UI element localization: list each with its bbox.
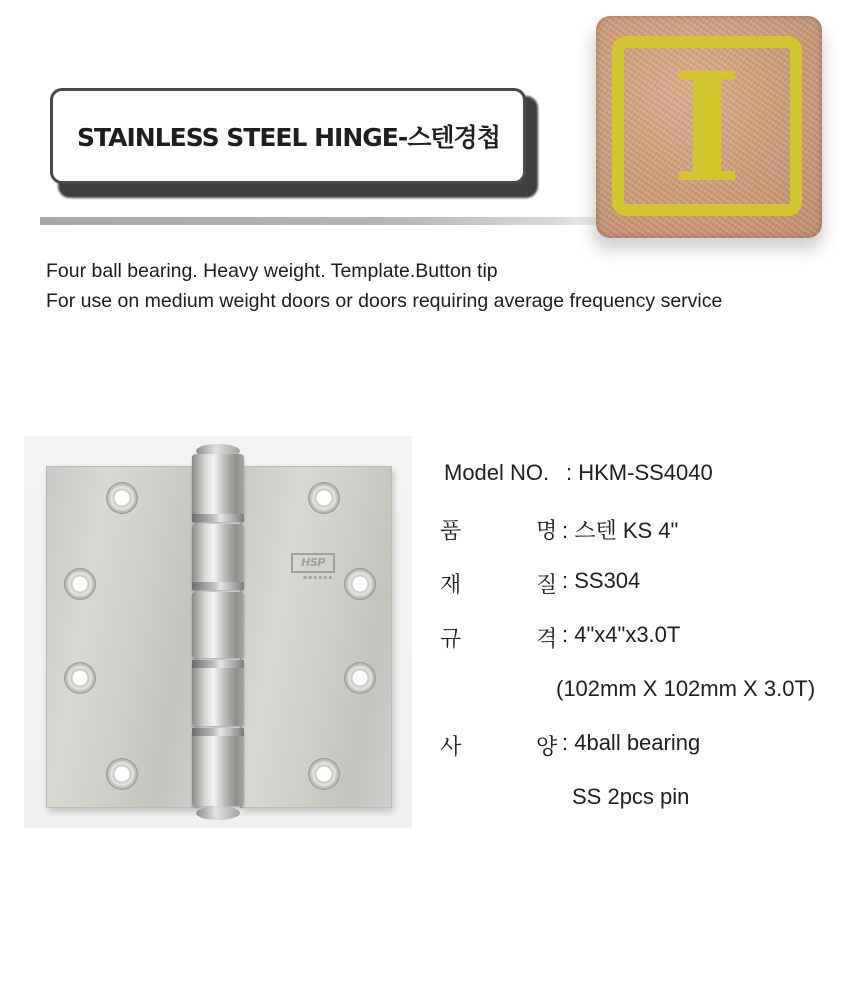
spec-name-label-1: 품: [440, 518, 462, 543]
knuckle-segment: [192, 728, 244, 806]
spec-material-label-1: 재: [440, 572, 462, 597]
title-divider: [40, 217, 640, 225]
spec-size-mm: (102mm X 102mm X 3.0T): [556, 676, 816, 701]
brand-logo: [596, 16, 822, 238]
pin-cap-bottom: [196, 806, 240, 820]
knuckle-segment: [192, 660, 244, 726]
description-line-2: For use on medium weight doors or doors requiring average frequency service: [46, 290, 723, 312]
knuckle-segment: [192, 454, 244, 522]
spec-spec-value-2: SS 2pcs pin: [572, 784, 690, 809]
product-description: [46, 256, 722, 316]
stamp-subtext: ▪▪▪▪▪▪: [303, 574, 334, 581]
ball-bearing: [192, 728, 244, 736]
page-title: STAINLESS STEEL HINGE-스텐경첩: [77, 123, 500, 152]
screw-hole: [309, 759, 339, 789]
spec-model-value: : HKM-SS4040: [566, 460, 713, 485]
screw-hole: [107, 759, 137, 789]
spec-spec-label-2: 양: [536, 734, 558, 759]
ball-bearing: [192, 582, 244, 590]
spec-model-label: Model NO.: [444, 460, 550, 485]
screw-hole: [65, 569, 95, 599]
spec-material-label-2: 질: [536, 572, 558, 597]
screw-hole: [309, 483, 339, 513]
logo-frame: [612, 36, 802, 216]
product-photo: [24, 436, 412, 828]
spec-size-value: : 4"x4"x3.0T: [562, 622, 681, 647]
screw-hole: [65, 663, 95, 693]
description-line-1: Four ball bearing. Heavy weight. Template.Button tip: [46, 260, 498, 282]
hinge-leaf-right: [240, 466, 392, 808]
spec-size-label-2: 격: [536, 626, 558, 651]
spec-spec-label-1: 사: [440, 734, 462, 759]
spec-size-label-1: 규: [440, 626, 462, 651]
spec-name-value: : 스텐 KS 4": [562, 518, 679, 543]
logo-letter: I: [671, 40, 743, 216]
knuckle-segment: [192, 592, 244, 658]
spec-name-label-2: 명: [536, 518, 558, 543]
title-box: [50, 88, 526, 184]
manufacturer-stamp: HSP: [291, 553, 335, 573]
spec-material-value: : SS304: [562, 568, 641, 593]
screw-hole: [107, 483, 137, 513]
hinge-leaf-left: [46, 466, 198, 808]
hinge-knuckle: [192, 444, 244, 820]
spec-spec-value: : 4ball bearing: [562, 730, 701, 755]
ball-bearing: [192, 660, 244, 668]
ball-bearing: [192, 514, 244, 522]
screw-hole: [345, 663, 375, 693]
screw-hole: [345, 569, 375, 599]
knuckle-segment: [192, 524, 244, 590]
